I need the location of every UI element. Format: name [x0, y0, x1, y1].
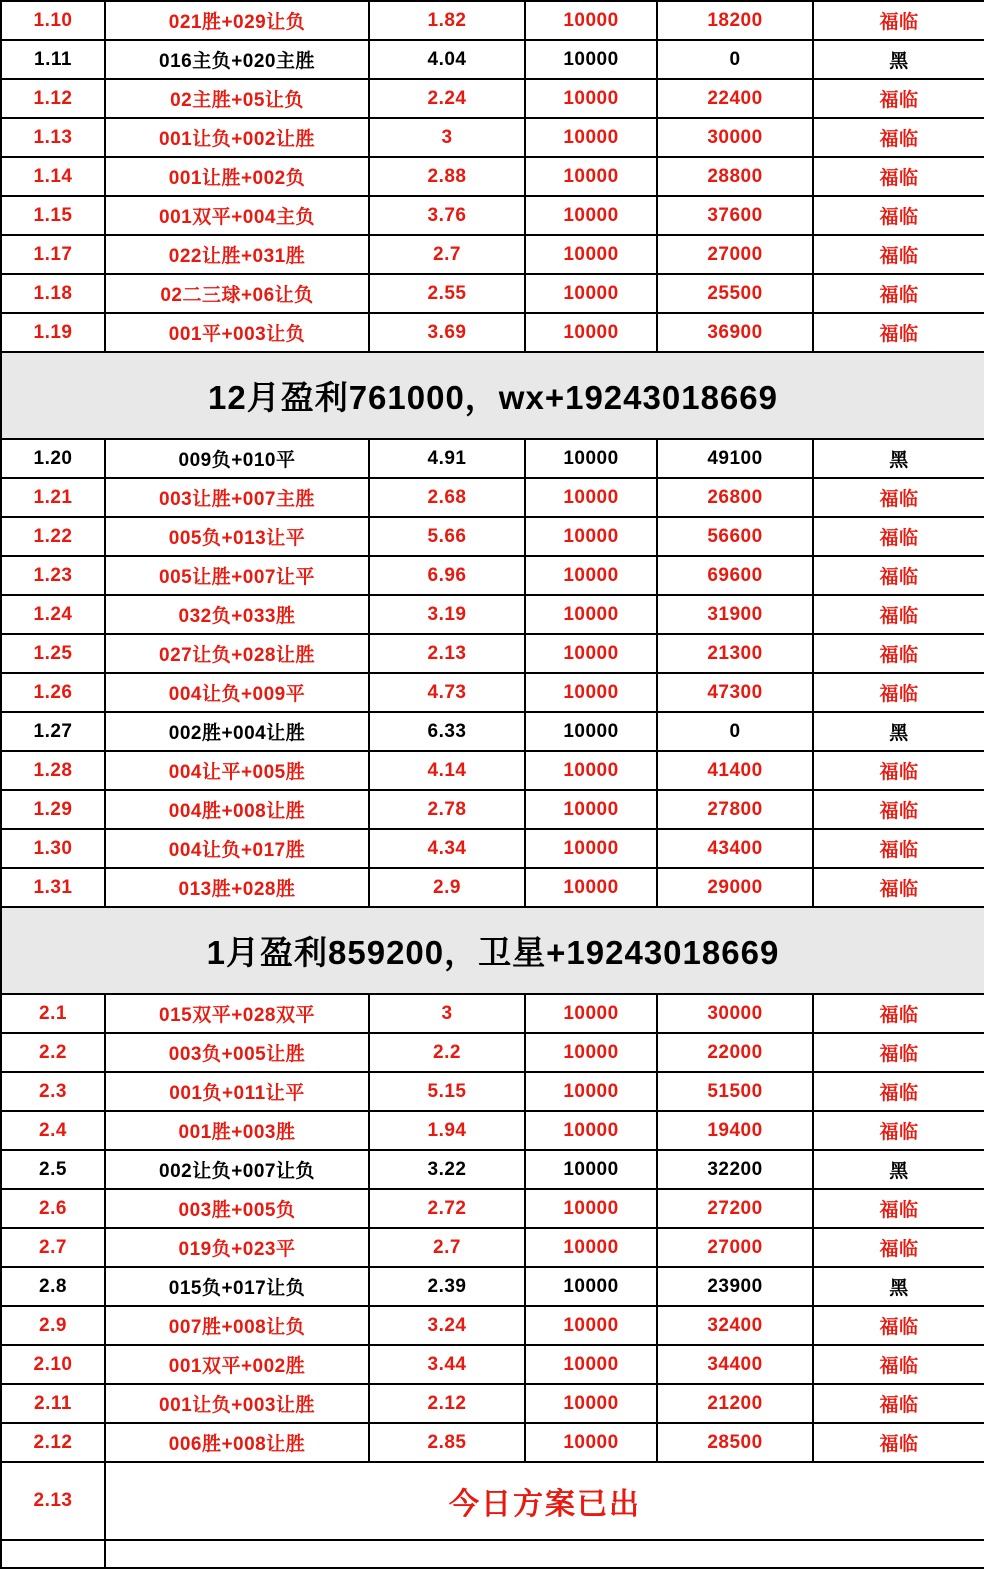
table-row: [1, 673, 984, 712]
cell-odds: 1.82: [369, 1, 525, 40]
table-row: [1, 1228, 984, 1267]
table-row: [1, 1345, 984, 1384]
cell-odds: 4.34: [369, 829, 525, 868]
cell-date: 2.3: [1, 1072, 105, 1111]
cell-result: 黑: [813, 1267, 984, 1306]
cell-odds: 5.15: [369, 1072, 525, 1111]
cell-date: 1.20: [1, 439, 105, 478]
cell-pick: 001胜+003胜: [105, 1111, 369, 1150]
cell-date: 2.5: [1, 1150, 105, 1189]
cell-stake: 10000: [525, 1072, 657, 1111]
cell-pick: 001让负+002让胜: [105, 118, 369, 157]
cell-pick: 005负+013让平: [105, 517, 369, 556]
table-footer-spacer: [1, 1540, 984, 1568]
table-row: [1, 556, 984, 595]
table-row: [1, 868, 984, 907]
cell-odds: 6.33: [369, 712, 525, 751]
cell-date: 1.28: [1, 751, 105, 790]
cell-odds: 4.91: [369, 439, 525, 478]
cell-pick: 001让胜+002负: [105, 157, 369, 196]
cell-result: 福临: [813, 1072, 984, 1111]
cell-result: 福临: [813, 673, 984, 712]
table-row: [1, 439, 984, 478]
cell-result: 福临: [813, 517, 984, 556]
cell-result: 福临: [813, 790, 984, 829]
cell-result: 福临: [813, 235, 984, 274]
cell-stake: 10000: [525, 673, 657, 712]
cell-date: 2.6: [1, 1189, 105, 1228]
cell-pick: 001平+003让负: [105, 313, 369, 352]
cell-stake: 10000: [525, 439, 657, 478]
cell-stake: 10000: [525, 235, 657, 274]
cell-return: 19400: [657, 1111, 813, 1150]
cell-return: 34400: [657, 1345, 813, 1384]
cell-date: 2.4: [1, 1111, 105, 1150]
cell-stake: 10000: [525, 1, 657, 40]
cell-stake: 10000: [525, 1306, 657, 1345]
cell-result: 福临: [813, 157, 984, 196]
cell-return: 27800: [657, 790, 813, 829]
cell-pick: 004让平+005胜: [105, 751, 369, 790]
cell-pick: 022让胜+031胜: [105, 235, 369, 274]
table-row: [1, 1111, 984, 1150]
cell-return: 28800: [657, 157, 813, 196]
cell-return: 56600: [657, 517, 813, 556]
cell-odds: 6.96: [369, 556, 525, 595]
cell-pick: 013胜+028胜: [105, 868, 369, 907]
cell-odds: 4.73: [369, 673, 525, 712]
table-row: [1, 118, 984, 157]
cell-return: 27000: [657, 235, 813, 274]
cell-result: 黑: [813, 712, 984, 751]
cell-odds: 3: [369, 118, 525, 157]
cell-odds: 2.7: [369, 235, 525, 274]
cell-odds: 3.19: [369, 595, 525, 634]
cell-result: 福临: [813, 556, 984, 595]
monthly-summary-text: 1月盈利859200，卫星+19243018669: [1, 907, 984, 994]
cell-stake: 10000: [525, 196, 657, 235]
cell-stake: 10000: [525, 118, 657, 157]
cell-odds: 2.78: [369, 790, 525, 829]
cell-pick: 003负+005让胜: [105, 1033, 369, 1072]
cell-return: 47300: [657, 673, 813, 712]
cell-pick: 02主胜+05让负: [105, 79, 369, 118]
cell-odds: 3.22: [369, 1150, 525, 1189]
cell-return: 41400: [657, 751, 813, 790]
table-row: [1, 313, 984, 352]
cell-return: 32400: [657, 1306, 813, 1345]
cell-return: 21300: [657, 634, 813, 673]
cell-date: 2.12: [1, 1423, 105, 1462]
cell-result: 黑: [813, 439, 984, 478]
cell-pick: 027让负+028让胜: [105, 634, 369, 673]
cell-return: 0: [657, 40, 813, 79]
table-row: [1, 1150, 984, 1189]
cell-stake: 10000: [525, 712, 657, 751]
cell-odds: 5.66: [369, 517, 525, 556]
cell-stake: 10000: [525, 478, 657, 517]
cell-date: 1.27: [1, 712, 105, 751]
cell-odds: 3: [369, 994, 525, 1033]
table-row: [1, 1033, 984, 1072]
table-row: [1, 517, 984, 556]
cell-pick: 032负+033胜: [105, 595, 369, 634]
cell-stake: 10000: [525, 1111, 657, 1150]
cell-stake: 10000: [525, 1228, 657, 1267]
cell-return: 23900: [657, 1267, 813, 1306]
cell-result: 福临: [813, 829, 984, 868]
cell-odds: 2.2: [369, 1033, 525, 1072]
cell-return: 31900: [657, 595, 813, 634]
cell-odds: 2.55: [369, 274, 525, 313]
spacer-cell-left: [1, 1540, 105, 1568]
cell-odds: 2.88: [369, 157, 525, 196]
cell-odds: 2.7: [369, 1228, 525, 1267]
cell-date: 1.10: [1, 1, 105, 40]
table-row: [1, 40, 984, 79]
cell-result: 福临: [813, 868, 984, 907]
cell-stake: 10000: [525, 994, 657, 1033]
cell-result: 福临: [813, 79, 984, 118]
cell-pick: 001让负+003让胜: [105, 1384, 369, 1423]
cell-stake: 10000: [525, 868, 657, 907]
cell-return: 36900: [657, 313, 813, 352]
cell-result: 福临: [813, 1306, 984, 1345]
cell-return: 18200: [657, 1, 813, 40]
cell-odds: 1.94: [369, 1111, 525, 1150]
table-row: [1, 1, 984, 40]
cell-date: 2.8: [1, 1267, 105, 1306]
cell-pick: 009负+010平: [105, 439, 369, 478]
table-row: [1, 595, 984, 634]
table-row: [1, 157, 984, 196]
cell-pick: 007胜+008让负: [105, 1306, 369, 1345]
cell-stake: 10000: [525, 1267, 657, 1306]
cell-date: 2.10: [1, 1345, 105, 1384]
cell-date: 1.17: [1, 235, 105, 274]
table-row: [1, 634, 984, 673]
cell-pick: 003让胜+007主胜: [105, 478, 369, 517]
cell-result: 黑: [813, 1150, 984, 1189]
cell-odds: 2.24: [369, 79, 525, 118]
cell-result: 福临: [813, 274, 984, 313]
cell-return: 32200: [657, 1150, 813, 1189]
cell-result: 福临: [813, 1111, 984, 1150]
cell-odds: 2.68: [369, 478, 525, 517]
cell-pick: 015负+017让负: [105, 1267, 369, 1306]
cell-pick: 004让负+017胜: [105, 829, 369, 868]
cell-date: 2.9: [1, 1306, 105, 1345]
cell-date: 2.7: [1, 1228, 105, 1267]
cell-pick: 019负+023平: [105, 1228, 369, 1267]
cell-stake: 10000: [525, 274, 657, 313]
cell-date: 2.11: [1, 1384, 105, 1423]
cell-odds: 4.14: [369, 751, 525, 790]
monthly-summary-banner: [1, 352, 984, 439]
cell-date: 1.22: [1, 517, 105, 556]
cell-return: 69600: [657, 556, 813, 595]
cell-date: 1.14: [1, 157, 105, 196]
cell-result: 福临: [813, 1345, 984, 1384]
cell-result: 福临: [813, 118, 984, 157]
cell-odds: 3.69: [369, 313, 525, 352]
table-row: [1, 994, 984, 1033]
table-row: [1, 274, 984, 313]
monthly-summary-banner: [1, 907, 984, 994]
cell-stake: 10000: [525, 1150, 657, 1189]
cell-stake: 10000: [525, 1189, 657, 1228]
cell-odds: 2.39: [369, 1267, 525, 1306]
table-row: [1, 79, 984, 118]
cell-return: 43400: [657, 829, 813, 868]
cell-odds: 2.13: [369, 634, 525, 673]
cell-result: 福临: [813, 196, 984, 235]
cell-odds: 3.24: [369, 1306, 525, 1345]
cell-result: 福临: [813, 478, 984, 517]
cell-pick: 001双平+004主负: [105, 196, 369, 235]
cell-pick: 003胜+005负: [105, 1189, 369, 1228]
table-row: [1, 196, 984, 235]
cell-return: 22400: [657, 79, 813, 118]
table-row: [1, 235, 984, 274]
cell-date: 1.29: [1, 790, 105, 829]
cell-date: 1.21: [1, 478, 105, 517]
cell-return: 29000: [657, 868, 813, 907]
cell-stake: 10000: [525, 1033, 657, 1072]
cell-pick: 015双平+028双平: [105, 994, 369, 1033]
cell-odds: 4.04: [369, 40, 525, 79]
cell-date: 2.1: [1, 994, 105, 1033]
cell-result: 福临: [813, 1423, 984, 1462]
cell-odds: 2.12: [369, 1384, 525, 1423]
cell-return: 30000: [657, 994, 813, 1033]
cell-result: 福临: [813, 1033, 984, 1072]
cell-return: 21200: [657, 1384, 813, 1423]
cell-pick: 002让负+007让负: [105, 1150, 369, 1189]
table-row: [1, 790, 984, 829]
cell-result: 福临: [813, 1, 984, 40]
cell-stake: 10000: [525, 1345, 657, 1384]
cell-pick: 021胜+029让负: [105, 1, 369, 40]
cell-date: 1.31: [1, 868, 105, 907]
cell-result: 福临: [813, 595, 984, 634]
cell-return: 49100: [657, 439, 813, 478]
cell-return: 30000: [657, 118, 813, 157]
cell-return: 27000: [657, 1228, 813, 1267]
cell-return: 0: [657, 712, 813, 751]
cell-pick: 005让胜+007让平: [105, 556, 369, 595]
cell-odds: 2.85: [369, 1423, 525, 1462]
cell-odds: 3.76: [369, 196, 525, 235]
cell-result: 福临: [813, 751, 984, 790]
cell-stake: 10000: [525, 40, 657, 79]
cell-pick: 004让负+009平: [105, 673, 369, 712]
cell-stake: 10000: [525, 790, 657, 829]
cell-date: 2.2: [1, 1033, 105, 1072]
cell-date: 1.11: [1, 40, 105, 79]
cell-return: 27200: [657, 1189, 813, 1228]
cell-result: 福临: [813, 634, 984, 673]
cell-date: 1.25: [1, 634, 105, 673]
monthly-summary-text: 12月盈利761000，wx+19243018669: [1, 352, 984, 439]
table-row: [1, 1072, 984, 1111]
cell-result: 福临: [813, 1384, 984, 1423]
today-notice-text: 今日方案已出: [105, 1462, 984, 1540]
cell-date: 1.18: [1, 274, 105, 313]
cell-stake: 10000: [525, 1384, 657, 1423]
table-row: [1, 1306, 984, 1345]
table-row: [1, 829, 984, 868]
cell-pick: 001负+011让平: [105, 1072, 369, 1111]
today-row: [1, 1462, 984, 1540]
cell-return: 26800: [657, 478, 813, 517]
cell-odds: 2.72: [369, 1189, 525, 1228]
cell-stake: 10000: [525, 157, 657, 196]
cell-date: 1.19: [1, 313, 105, 352]
cell-return: 37600: [657, 196, 813, 235]
table-row: [1, 751, 984, 790]
cell-pick: 02二三球+06让负: [105, 274, 369, 313]
cell-stake: 10000: [525, 79, 657, 118]
cell-stake: 10000: [525, 829, 657, 868]
table-row: [1, 1423, 984, 1462]
table-row: [1, 1384, 984, 1423]
cell-pick: 004胜+008让胜: [105, 790, 369, 829]
cell-result: 黑: [813, 40, 984, 79]
cell-date: 1.24: [1, 595, 105, 634]
cell-date: 1.13: [1, 118, 105, 157]
cell-return: 25500: [657, 274, 813, 313]
table-row: [1, 1267, 984, 1306]
cell-pick: 002胜+004让胜: [105, 712, 369, 751]
cell-odds: 3.44: [369, 1345, 525, 1384]
cell-pick: 016主负+020主胜: [105, 40, 369, 79]
cell-stake: 10000: [525, 556, 657, 595]
table-row: [1, 712, 984, 751]
cell-date: 1.26: [1, 673, 105, 712]
cell-return: 51500: [657, 1072, 813, 1111]
table-row: [1, 478, 984, 517]
cell-odds: 2.9: [369, 868, 525, 907]
cell-result: 福临: [813, 994, 984, 1033]
cell-stake: 10000: [525, 1423, 657, 1462]
cell-result: 福临: [813, 1189, 984, 1228]
cell-return: 22000: [657, 1033, 813, 1072]
cell-result: 福临: [813, 313, 984, 352]
table-body: [1, 1, 984, 1568]
cell-stake: 10000: [525, 634, 657, 673]
cell-stake: 10000: [525, 313, 657, 352]
cell-return: 28500: [657, 1423, 813, 1462]
cell-date: 1.23: [1, 556, 105, 595]
cell-date: 1.12: [1, 79, 105, 118]
spacer-cell-right: [105, 1540, 984, 1568]
cell-stake: 10000: [525, 751, 657, 790]
cell-date: 2.13: [1, 1462, 105, 1540]
cell-stake: 10000: [525, 595, 657, 634]
table-row: [1, 1189, 984, 1228]
cell-result: 福临: [813, 1228, 984, 1267]
cell-pick: 001双平+002胜: [105, 1345, 369, 1384]
cell-date: 1.30: [1, 829, 105, 868]
cell-stake: 10000: [525, 517, 657, 556]
cell-pick: 006胜+008让胜: [105, 1423, 369, 1462]
cell-date: 1.15: [1, 196, 105, 235]
